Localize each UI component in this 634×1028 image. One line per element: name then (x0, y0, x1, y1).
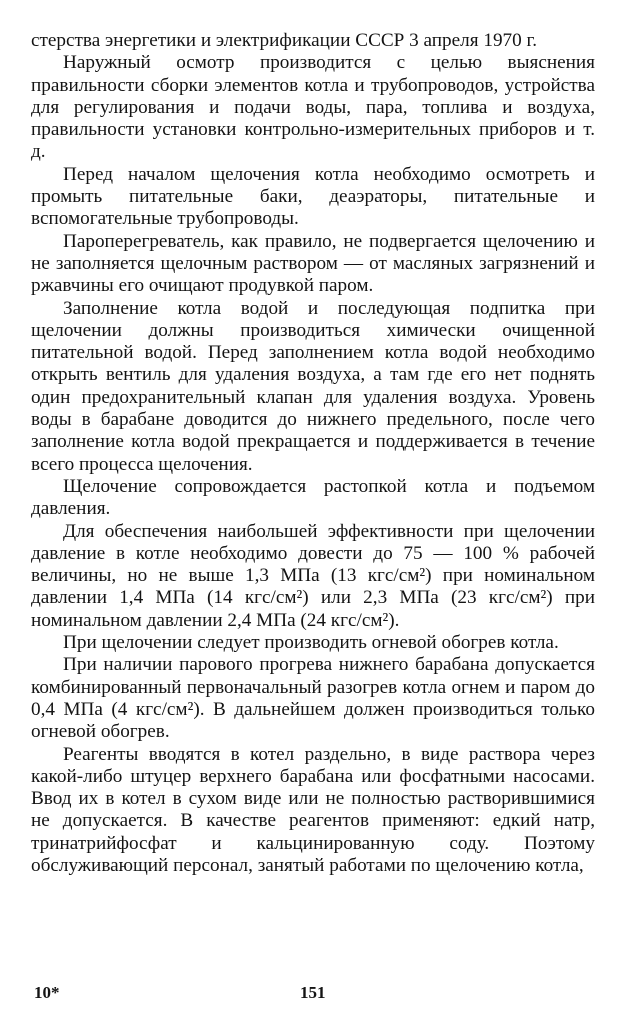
paragraph-4: Пароперегреватель, как правило, не подвергается щелочению и не заполняется щелочным раствором — от масляных загрязнений и ржавчины его очищают продувкой паром. (31, 230, 595, 297)
paragraph-10: Реагенты вводятся в котел раздельно, в виде раствора через какой-либо штуцер верхнего барабана или фосфатными насосами. Ввод их в котел в сухом виде или не полностью растворившимися не допускается. В качестве реагентов применяют: едкий натр, тринатрийфосфат и кальцинированную соду. Поэтому обслуживающий персонал, занятый работами по щелочению котла, (31, 743, 595, 876)
paragraph-2: Наружный осмотр производится с целью выяснения правильности сборки элементов котла и трубопроводов, устройства для регулирования и подачи воды, пара, топлива и воздуха, правильности установки контрольно-измерительных приборов и т. д. (31, 52, 595, 163)
paragraph-9: При наличии парового прогрева нижнего барабана допускается комбинированный первоначальный разогрев котла огнем и паром до 0,4 МПа (4 кгс/см²). В дальнейшем должен производиться только огневой обогрев. (31, 654, 595, 743)
paragraph-3: Перед началом щелочения котла необходимо осмотреть и промыть питательные баки, деаэраторы, питательные и вспомогательные трубопроводы. (31, 163, 595, 230)
page-body (31, 30, 595, 877)
paragraph-5: Заполнение котла водой и последующая подпитка при щелочении должны производиться химически очищенной питательной водой. Перед заполнением котла водой необходимо открыть вентиль для удаления воздуха, а там где его нет поднять один предохранительный клапан для удаления воздуха. Уровень воды в барабане доводится до нижнего предельного, после чего заполнение котла водой прекращается и поддерживается в течение всего процесса щелочения. (31, 297, 595, 475)
signature-mark: 10* (34, 983, 60, 1002)
paragraph-1: стерства энергетики и электрификации СССР 3 апреля 1970 г. (31, 30, 538, 51)
page-number: 151 (300, 983, 326, 1002)
paragraph-8: При щелочении следует производить огневой обогрев котла. (63, 632, 559, 654)
page-footer (0, 983, 634, 1007)
paragraph-6: Щелочение сопровождается растопкой котла и подъемом давления. (31, 475, 595, 520)
paragraph-7: Для обеспечения наибольшей эффективности при щелочении давление в котле необходимо довести до 75 — 100 % рабочей величины, но не выше 1,3 МПа (13 кгс/см²) при номинальном давлении 1,4 МПа (14 кгс/см²) или 2,3 МПа (23 кгс/см²) при номинальном давлении 2,4 МПа (24 кгс/см²). (31, 520, 595, 631)
